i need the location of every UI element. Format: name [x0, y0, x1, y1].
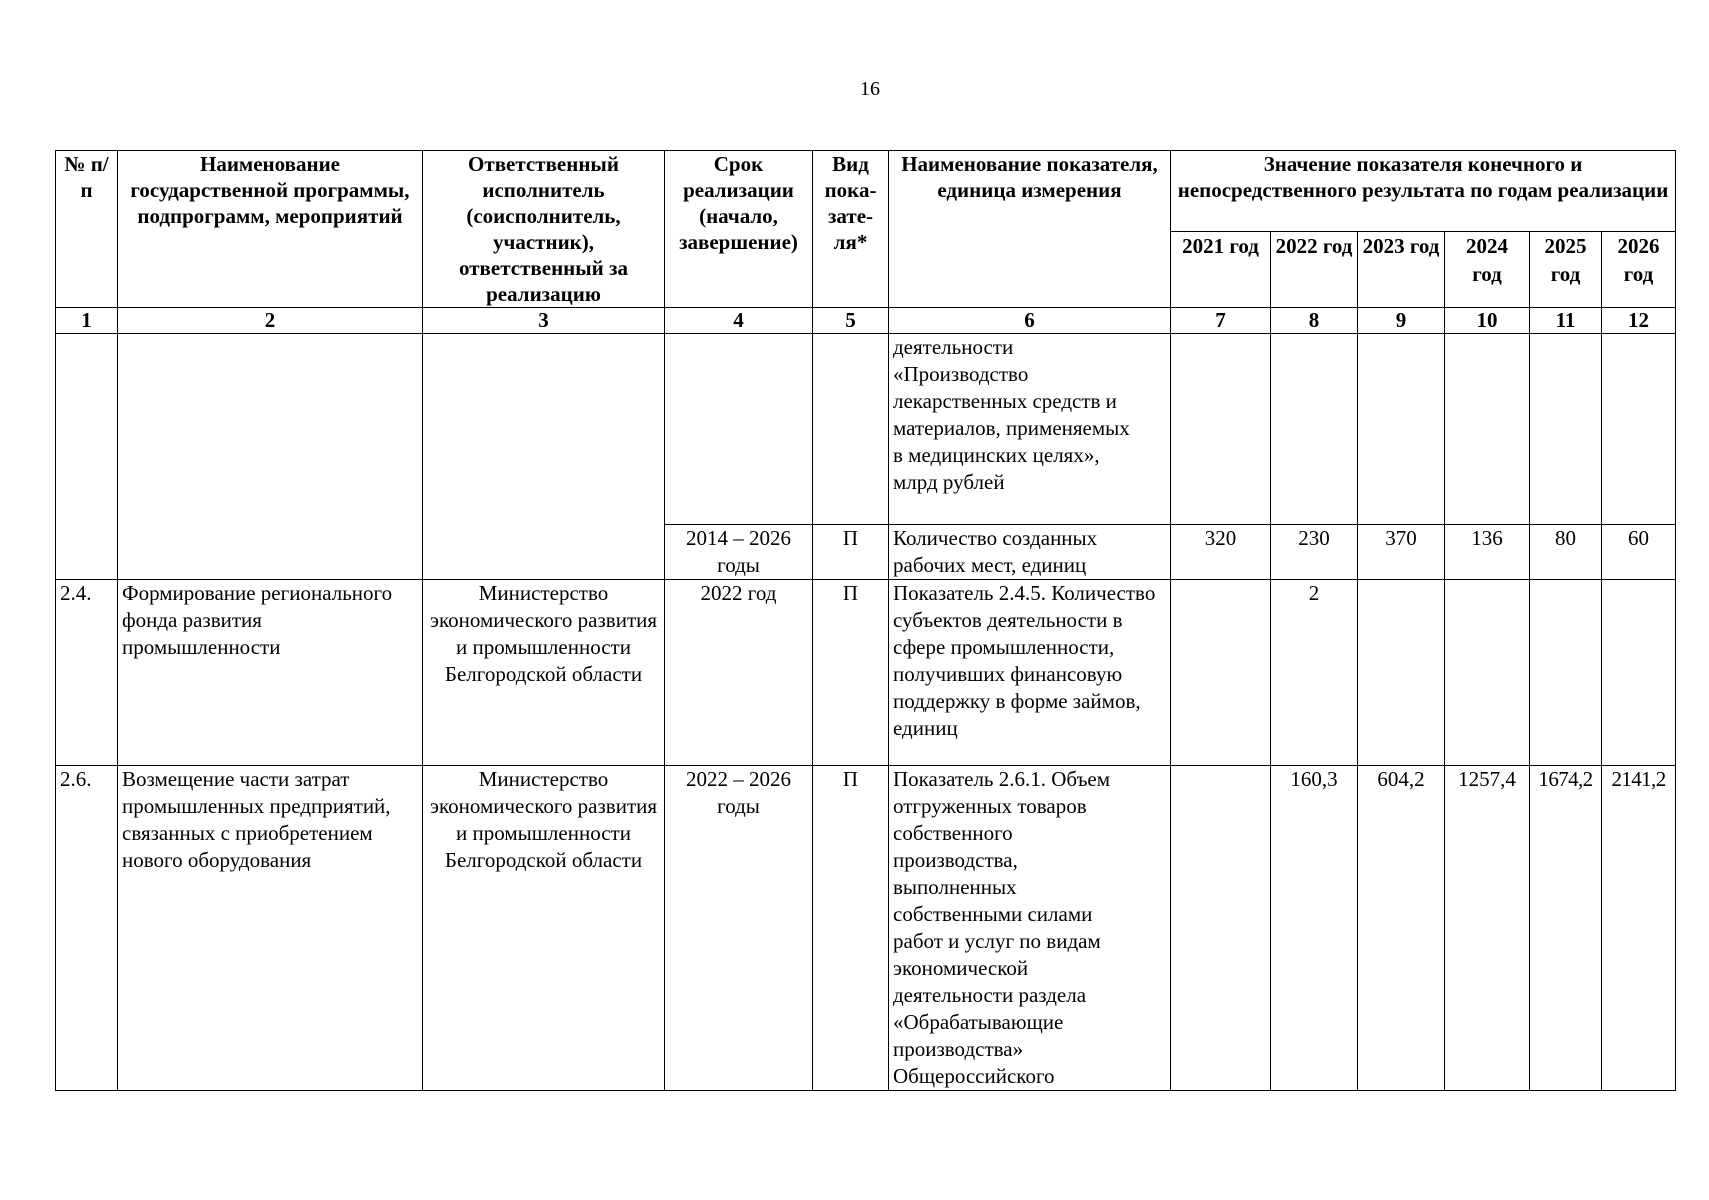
- column-number: 3: [423, 308, 665, 334]
- row-value-2021: [1171, 580, 1271, 766]
- row-value-2026: 60: [1602, 525, 1676, 580]
- row-term: [665, 334, 813, 525]
- row-value-2024: 1257,4: [1445, 766, 1530, 1091]
- column-number: 1: [56, 308, 118, 334]
- row-value-2022: 230: [1271, 525, 1358, 580]
- column-number: 7: [1171, 308, 1271, 334]
- row-value-2022: 2: [1271, 580, 1358, 766]
- row-value-2021: [1171, 334, 1271, 525]
- header-year: 2024 год: [1445, 232, 1530, 308]
- header-year: 2025 год: [1530, 232, 1602, 308]
- column-number: 11: [1530, 308, 1602, 334]
- row-program-name: [118, 334, 423, 580]
- row-value-2025: 1674,2: [1530, 766, 1602, 1091]
- header-year: 2023 год: [1358, 232, 1445, 308]
- row-value-2025: 80: [1530, 525, 1602, 580]
- header-term: Срок реализации (начало, завершение): [665, 151, 813, 308]
- column-number: 4: [665, 308, 813, 334]
- row-term: 2022 – 2026 годы: [665, 766, 813, 1091]
- row-value-2021: [1171, 766, 1271, 1091]
- column-number: 6: [889, 308, 1171, 334]
- header-year: 2021 год: [1171, 232, 1271, 308]
- row-value-2024: [1445, 580, 1530, 766]
- row-value-2025: [1530, 334, 1602, 525]
- row-term: 2014 – 2026 годы: [665, 525, 813, 580]
- row-indicator: Количество созданных рабочих мест, единиц: [889, 525, 1171, 580]
- header-indicator-name: Наименование показателя, единица измерения: [889, 151, 1171, 308]
- row-kind: П: [813, 580, 889, 766]
- row-kind: П: [813, 525, 889, 580]
- row-num: [56, 334, 118, 580]
- header-year: 2022 год: [1271, 232, 1358, 308]
- column-number: 12: [1602, 308, 1676, 334]
- row-num: 2.6.: [56, 766, 118, 1091]
- row-term: 2022 год: [665, 580, 813, 766]
- row-indicator: Показатель 2.4.5. Количество субъектов деятельности в сфере промышленности, получивших финансовую поддержку в форме займов, единиц: [889, 580, 1171, 766]
- row-num: 2.4.: [56, 580, 118, 766]
- header-executor: Ответственный исполнитель (соисполнитель, участник), ответственный за реализацию: [423, 151, 665, 308]
- row-executor: Министерство экономического развития и промышленности Белгородской области: [423, 580, 665, 766]
- column-number: 9: [1358, 308, 1445, 334]
- row-indicator: деятельности «Производство лекарственных средств и материалов, применяемых в медицинских целях», млрд рублей: [889, 334, 1171, 525]
- row-value-2021: 320: [1171, 525, 1271, 580]
- indicators-table: [55, 150, 1676, 1091]
- row-value-2023: 370: [1358, 525, 1445, 580]
- row-value-2022: [1271, 334, 1358, 525]
- row-value-2026: [1602, 580, 1676, 766]
- row-value-2024: 136: [1445, 525, 1530, 580]
- row-value-2023: [1358, 580, 1445, 766]
- row-value-2023: [1358, 334, 1445, 525]
- row-kind: [813, 334, 889, 525]
- row-program-name: Возмещение части затрат промышленных предприятий, связанных с приобретением нового оборудования: [118, 766, 423, 1091]
- row-indicator: Показатель 2.6.1. Объем отгруженных товаров собственного производства, выполненных собственными силами работ и услуг по видам экономической деятельности раздела «Обрабатывающие производства» Общероссийского: [889, 766, 1171, 1091]
- column-number: 10: [1445, 308, 1530, 334]
- row-executor: Министерство экономического развития и промышленности Белгородской области: [423, 766, 665, 1091]
- row-executor: [423, 334, 665, 580]
- header-year: 2026 год: [1602, 232, 1676, 308]
- header-num: № п/п: [56, 151, 118, 308]
- header-program-name: Наименование государственной программы, подпрограмм, мероприятий: [118, 151, 423, 308]
- table-row: [56, 334, 1676, 525]
- column-number: 5: [813, 308, 889, 334]
- row-value-2025: [1530, 580, 1602, 766]
- table-row: [56, 766, 1676, 1091]
- column-number: 2: [118, 308, 423, 334]
- row-value-2022: 160,3: [1271, 766, 1358, 1091]
- row-value-2023: 604,2: [1358, 766, 1445, 1091]
- row-value-2024: [1445, 334, 1530, 525]
- header-indicator-kind: Вид пока-зате-ля*: [813, 151, 889, 308]
- column-number: 8: [1271, 308, 1358, 334]
- table-row: [56, 580, 1676, 766]
- row-kind: П: [813, 766, 889, 1091]
- row-value-2026: [1602, 334, 1676, 525]
- row-value-2026: 2141,2: [1602, 766, 1676, 1091]
- row-program-name: Формирование регионального фонда развития промышленности: [118, 580, 423, 766]
- header-values-group: Значение показателя конечного и непосредственного результата по годам реализации: [1171, 151, 1676, 232]
- page-number: 16: [860, 78, 880, 100]
